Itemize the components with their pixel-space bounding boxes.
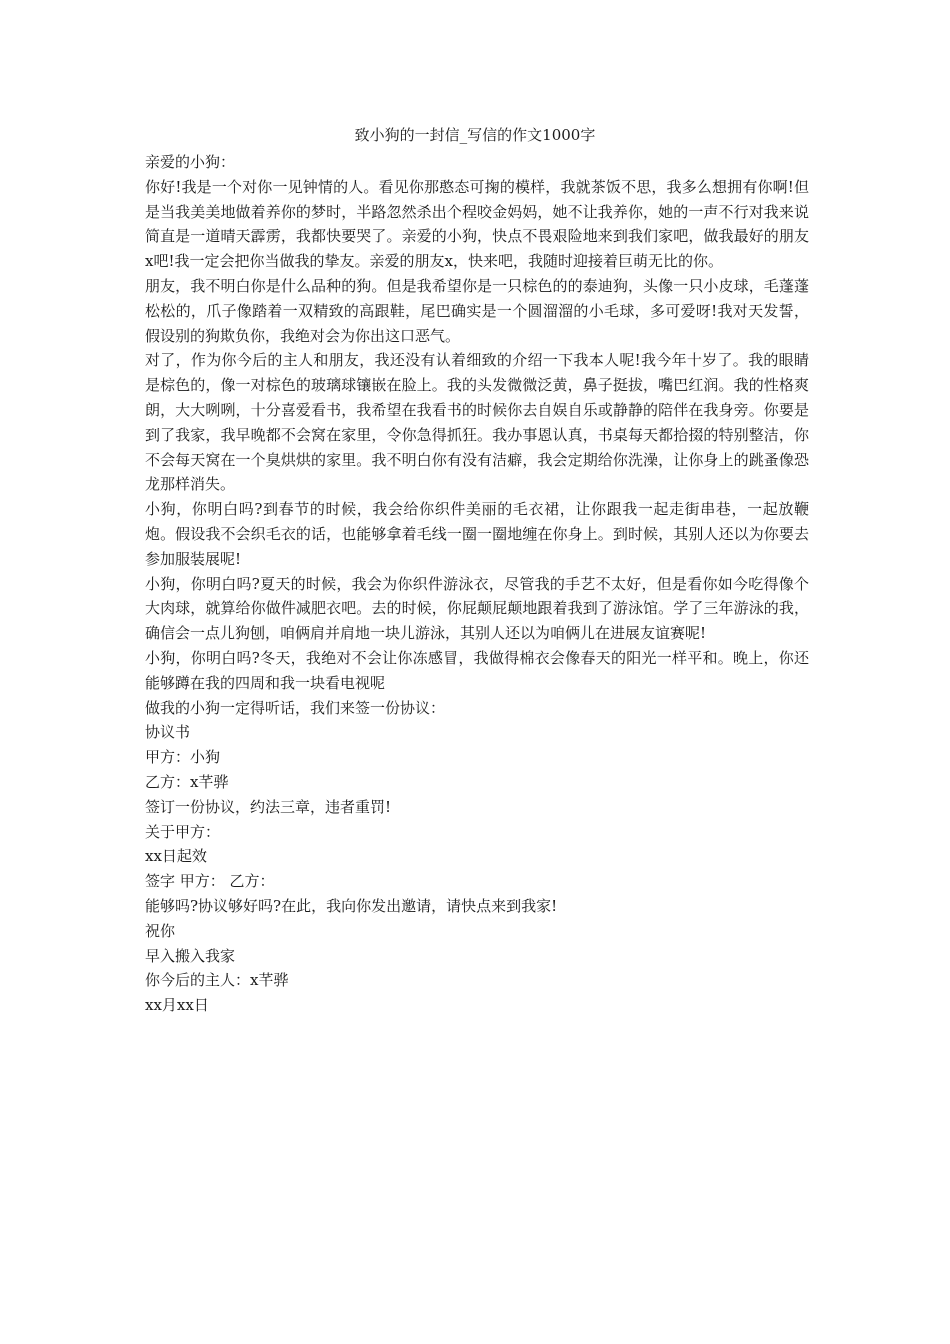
paragraph-3: 对了，作为你今后的主人和朋友，我还没有认着细致的介绍一下我本人呢!我今年十岁了。我的眼睛是棕色的，像一对棕色的玻璃球镶嵌在脸上。我的头发微微泛黄，鼻子挺拔，嘴巴红润。我的性格爽朗，大大咧咧，十分喜爱看书，我希望在我看书的时候你去自娱自乐或静静的陪伴在我身旁。你要是到了我家，我早晚都不会窝在家里，令你急得抓狂。我办事恩认真，书桌每天都拾掇的特别整洁，你不会每天窝在一个臭烘烘的家里。我不明白你有没有洁癖，我会定期给你洗澡，让你身上的跳蚤像恐龙那样消失。	[145, 351, 809, 494]
party-b: 乙方：x芊骅	[145, 772, 229, 791]
invitation-line: 能够吗?协议够好吗?在此，我向你发出邀请，请快点来到我家!	[145, 896, 558, 915]
paragraph-5: 小狗，你明白吗?夏天的时候，我会为你织件游泳衣，尽管我的手艺不太好，但是看你如今吃得像个大肉球，就算给你做件减肥衣吧。去的时候，你屁颠屁颠地跟着我到了游泳馆。学了三年游泳的我，确信会一点儿狗刨，咱俩肩并肩地一块儿游泳，其别人还以为咱俩儿在进展友谊赛呢!	[145, 574, 809, 643]
agreement-heading: 协议书	[145, 723, 191, 742]
document-title: 致小狗的一封信_写信的作文1000字	[354, 126, 596, 144]
paragraph-1: 你好!我是一个对你一见钟情的人。看见你那憨态可掬的模样，我就茶饭不思，我多么想拥有你啊!但是当我美美地做着养你的梦时，半路忽然杀出个程咬金妈妈，她不让我养你，她的一声不行对我来说简直是一道晴天霹雳，我都快要哭了。亲爱的小狗，快点不畏艰险地来到我们家吧，做我最好的朋友x吧!我一定会把你当做我的挚友。亲爱的朋友x，快来吧，我随时迎接着巨萌无比的你。	[145, 177, 809, 271]
date-line: xx月xx日	[145, 996, 209, 1015]
signature-line: 签字 甲方： 乙方：	[145, 872, 275, 891]
salutation: 亲爱的小狗：	[145, 153, 236, 171]
party-a: 甲方：小狗	[145, 748, 221, 767]
paragraph-2: 朋友，我不明白你是什么品种的狗。但是我希望你是一只棕色的的泰迪狗，头像一只小皮球，毛蓬蓬松松的，爪子像踏着一双精致的高跟鞋，尾巴确实是一个圆溜溜的小毛球，多可爱呀!我对天发誓，假设别的狗欺负你，我绝对会为你出这口恶气。	[145, 276, 809, 345]
closing-wish: 祝你	[145, 921, 176, 940]
paragraph-7: 做我的小狗一定得听话，我们来签一份协议：	[145, 698, 446, 717]
document-body	[145, 150, 809, 1018]
agreement-line: 签订一份协议，约法三章，违者重罚!	[145, 797, 392, 816]
effective-date: xx日起效	[145, 847, 207, 866]
about-party-a: 关于甲方：	[145, 822, 221, 841]
paragraph-6: 小狗，你明白吗?冬天，我绝对不会让你冻感冒，我做得棉衣会像春天的阳光一样平和。晚上，你还能够蹲在我的四周和我一块看电视呢	[145, 648, 809, 692]
closing-wish-2: 早入搬入我家	[145, 946, 236, 965]
signature: 你今后的主人：x芊骅	[145, 971, 289, 990]
paragraph-4: 小狗，你明白吗?到春节的时候，我会给你织件美丽的毛衣裙，让你跟我一起走街串巷，一起放鞭炮。假设我不会织毛衣的话，也能够拿着毛线一圈一圈地缠在你身上。到时候，其别人还以为你要去参加服装展呢!	[145, 500, 809, 568]
